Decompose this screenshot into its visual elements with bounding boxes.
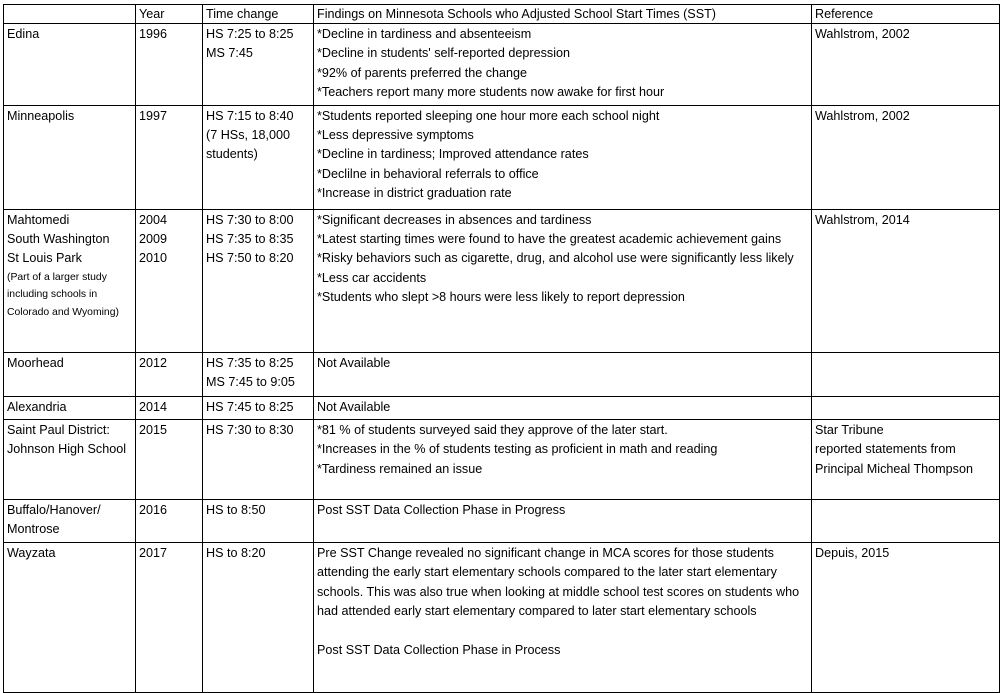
time-change-cell — [203, 396, 314, 419]
time-change-line: students) — [206, 147, 258, 162]
table-row — [4, 24, 1000, 106]
findings-line: *Risky behaviors such as cigarette, drug, and alcohol use were significantly less likely — [317, 251, 794, 266]
district-cell — [4, 24, 136, 106]
district-cell — [4, 209, 136, 352]
findings-line: Not Available — [317, 399, 391, 414]
district-line: Mahtomedi — [7, 212, 70, 227]
year-line: 2009 — [139, 232, 168, 247]
header-cell-year: Year — [136, 5, 203, 24]
findings-cell — [314, 500, 812, 543]
findings-line: *Decline in tardiness and absenteeism — [317, 27, 532, 41]
time-change-line: HS 7:30 to 8:00 — [206, 212, 294, 227]
reference-line: Depuis, 2015 — [815, 545, 890, 560]
findings-line: *Decline in students' self-reported depression — [317, 46, 571, 61]
table-row — [4, 352, 1000, 396]
reference-line: Wahlstrom, 2002 — [815, 108, 910, 123]
district-cell — [4, 105, 136, 209]
district-line: Edina — [7, 27, 40, 41]
district-line: South Washington — [7, 232, 110, 247]
year-line: 2015 — [139, 423, 168, 438]
findings-line: *81 % of students surveyed said they approve of the later start. — [317, 423, 668, 438]
district-cell — [4, 542, 136, 692]
findings-cell — [314, 352, 812, 396]
findings-line: *92% of parents preferred the change — [317, 65, 528, 80]
district-line: Alexandria — [7, 399, 67, 414]
district-line: Buffalo/Hanover/ — [7, 503, 101, 518]
header-cell-findings: Findings on Minnesota Schools who Adjusted School Start Times (SST) — [314, 5, 812, 24]
time-change-line: MS 7:45 — [206, 46, 253, 61]
year-cell — [136, 542, 203, 692]
findings-line: Pre SST Change revealed no significant change in MCA scores for those students attending the early start elementary schools compared to the later start elementary schools. This was also true when looking at middle school test scores on students who had attended early start elementary compared to later start elementary schools — [317, 545, 800, 619]
time-change-cell — [203, 420, 314, 500]
sst-findings-table — [3, 4, 1000, 693]
time-change-cell — [203, 209, 314, 352]
district-note: (Part of a larger study including schools in Colorado and Wyoming) — [7, 271, 119, 318]
time-change-cell — [203, 105, 314, 209]
findings-line: Post SST Data Collection Phase in Progress — [317, 503, 566, 518]
reference-cell — [812, 396, 1000, 419]
district-line: St Louis Park — [7, 251, 82, 266]
district-line: Minneapolis — [7, 108, 75, 123]
year-cell — [136, 396, 203, 419]
year-cell — [136, 24, 203, 106]
time-change-line: HS 7:45 to 8:25 — [206, 399, 294, 414]
district-cell — [4, 352, 136, 396]
findings-cell — [314, 24, 812, 106]
district-cell — [4, 420, 136, 500]
district-line: Moorhead — [7, 355, 64, 370]
findings-line: *Declilne in behavioral referrals to office — [317, 166, 539, 181]
district-line: Montrose — [7, 522, 60, 537]
reference-line: Star Tribune — [815, 423, 884, 438]
findings-line: *Increase in district graduation rate — [317, 186, 512, 201]
findings-line: *Decline in tardiness; Improved attendance rates — [317, 147, 589, 162]
year-cell — [136, 500, 203, 543]
year-line: 2016 — [139, 503, 168, 518]
findings-line — [317, 621, 809, 640]
reference-line: Wahlstrom, 2014 — [815, 212, 910, 227]
reference-line: reported statements from — [815, 442, 956, 457]
time-change-cell — [203, 500, 314, 543]
time-change-line: HS 7:15 to 8:40 — [206, 108, 294, 123]
findings-line: *Less car accidents — [317, 270, 427, 285]
findings-cell — [314, 209, 812, 352]
reference-cell — [812, 209, 1000, 352]
district-line: Wayzata — [7, 545, 56, 560]
header-cell-time-change: Time change — [203, 5, 314, 24]
findings-cell — [314, 542, 812, 692]
year-line: 2010 — [139, 251, 168, 266]
findings-line: *Students reported sleeping one hour more each school night — [317, 108, 660, 123]
time-change-line: HS 7:25 to 8:25 — [206, 27, 294, 41]
table-body — [4, 5, 1000, 693]
year-cell — [136, 105, 203, 209]
reference-line: Principal Micheal Thompson — [815, 461, 973, 476]
findings-line: Post SST Data Collection Phase in Process — [317, 642, 561, 657]
time-change-line: HS 7:50 to 8:20 — [206, 251, 294, 266]
reference-cell — [812, 24, 1000, 106]
year-line: 1997 — [139, 108, 168, 123]
district-line: Johnson High School — [7, 442, 127, 457]
table-row — [4, 105, 1000, 209]
time-change-line: HS to 8:20 — [206, 545, 266, 560]
reference-cell — [812, 500, 1000, 543]
table-row — [4, 542, 1000, 692]
table-row — [4, 209, 1000, 352]
time-change-line: HS to 8:50 — [206, 503, 266, 518]
findings-line: *Students who slept >8 hours were less likely to report depression — [317, 290, 685, 305]
reference-cell — [812, 352, 1000, 396]
findings-line: *Increases in the % of students testing as proficient in math and reading — [317, 442, 718, 457]
reference-cell — [812, 420, 1000, 500]
header-row — [4, 5, 1000, 24]
findings-cell — [314, 420, 812, 500]
findings-cell — [314, 396, 812, 419]
time-change-line: MS 7:45 to 9:05 — [206, 375, 295, 390]
year-line: 2012 — [139, 355, 168, 370]
table-row — [4, 396, 1000, 419]
time-change-line: HS 7:35 to 8:35 — [206, 232, 294, 247]
time-change-line: HS 7:35 to 8:25 — [206, 355, 294, 370]
table-row — [4, 500, 1000, 543]
time-change-cell — [203, 24, 314, 106]
findings-line: *Tardiness remained an issue — [317, 461, 483, 476]
year-cell — [136, 209, 203, 352]
table-row — [4, 420, 1000, 500]
reference-cell — [812, 542, 1000, 692]
findings-line: *Less depressive symptoms — [317, 128, 474, 143]
header-cell-district — [4, 5, 136, 24]
district-line: Saint Paul District: — [7, 423, 110, 438]
reference-cell — [812, 105, 1000, 209]
time-change-cell — [203, 542, 314, 692]
header-cell-reference: Reference — [812, 5, 1000, 24]
findings-line: *Teachers report many more students now awake for first hour — [317, 85, 665, 100]
district-cell — [4, 396, 136, 419]
time-change-line: (7 HSs, 18,000 — [206, 128, 291, 143]
year-cell — [136, 420, 203, 500]
time-change-cell — [203, 352, 314, 396]
year-line: 2017 — [139, 545, 168, 560]
year-line: 2004 — [139, 212, 168, 227]
year-line: 1996 — [139, 27, 168, 41]
reference-line: Wahlstrom, 2002 — [815, 27, 910, 41]
findings-cell — [314, 105, 812, 209]
year-line: 2014 — [139, 399, 168, 414]
time-change-line: HS 7:30 to 8:30 — [206, 423, 294, 438]
findings-line: Not Available — [317, 355, 391, 370]
findings-line: *Latest starting times were found to have the greatest academic achievement gains — [317, 232, 782, 247]
findings-line: *Significant decreases in absences and tardiness — [317, 212, 592, 227]
district-cell — [4, 500, 136, 543]
year-cell — [136, 352, 203, 396]
